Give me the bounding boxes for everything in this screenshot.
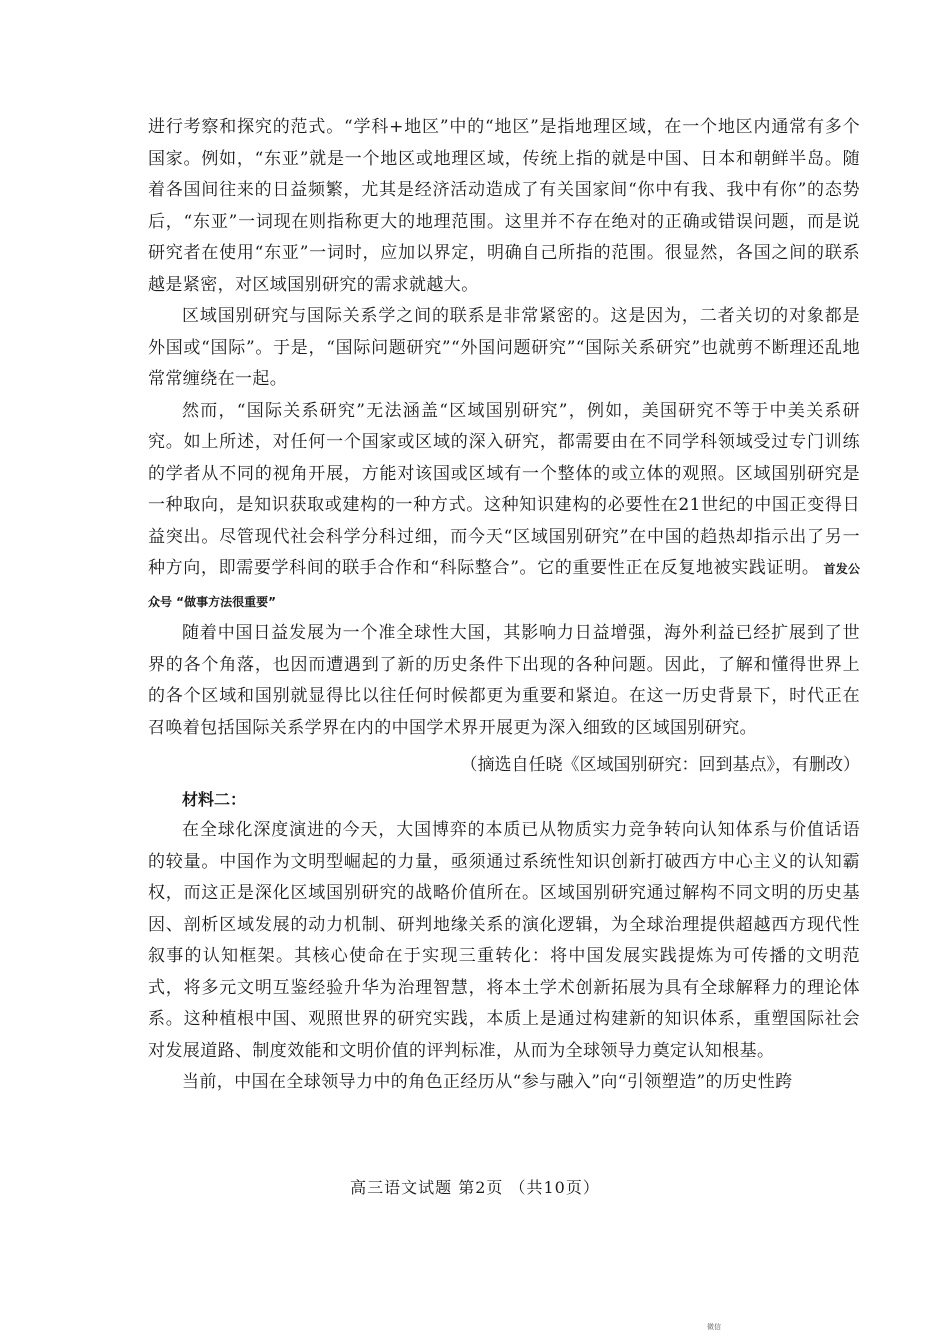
paragraph-1: 进行考察和探究的范式。“学科+地区”中的“地区”是指地理区域，在一个地区内通常有多个国家。例如，“东亚”就是一个地区或地理区域，传统上指的就是中国、日本和朝鲜半岛。随着各国间往来的日益频繁，尤其是经济活动造成了有关国家间“你中有我、我中有你”的态势后，“东亚”一词现在则指称更大的地理范围。这里并不存在绝对的正确或错误问题，而是说研究者在使用“东亚”一词时，应加以界定，明确自己所指的范围。很显然，各国之间的联系越是紧密，对区域国别研究的需求就越大。 bbox=[148, 117, 860, 295]
watermark-note: 首发公众号 “做事方法很重要” bbox=[148, 562, 860, 609]
paragraph-3-text: 然而，“国际关系研究”无法涵盖“区域国别研究”，例如，美国研究不等于中美关系研究。如上所述，对任何一个国家或区域的深入研究，都需要由在不同学科领域受过专门训练的学者从不同的视角开展，方能对该国或区域有一个整体的或立体的观照。区域国别研究是一种取向，是知识获取或建构的一种方式。这种知识建构的必要性在21世纪的中国正变得日益突出。尽管现代社会科学分科过细，而今天“区域国别研究”在中国的趋热却指示出了另一种方向，即需要学科间的联手合作和“科际整合”。它的重要性正在反复地被实践证明。 bbox=[148, 400, 860, 578]
section-label-material-2: 材料二： bbox=[182, 789, 247, 809]
paragraph-6: 当前，中国在全球领导力中的角色正经历从“参与融入”向“引领塑造”的历史性跨 bbox=[182, 1072, 793, 1092]
paragraph-5: 在全球化深度演进的今天，大国博弈的本质已从物质实力竞争转向认知体系与价值话语的较量。中国作为文明型崛起的力量，亟须通过系统性知识创新打破西方中心主义的认知霸权，而这正是深化区域国别研究的战略价值所在。区域国别研究通过解构不同文明的历史基因、剖析区域发展的动力机制、研判地缘关系的演化逻辑，为全球治理提供超越西方现代性叙事的认知框架。其核心使命在于实现三重转化：将中国发展实践提炼为可传播的文明范式，将多元文明互鉴经验升华为治理智慧，将本土学术创新拓展为具有全球解释力的理论体系。这种植根中国、观照世界的研究实践，本质上是通过构建新的知识体系，重塑国际社会对发展道路、制度效能和文明价值的评判标准，从而为全球领导力奠定认知根基。 bbox=[148, 820, 860, 1061]
page-footer: 高三语文试题 第2页 （共10页） bbox=[350, 1178, 600, 1197]
paragraph-4: 随着中国日益发展为一个准全球性大国，其影响力日益增强，海外利益已经扩展到了世界的各个角落，也因而遭遇到了新的历史条件下出现的各种问题。因此，了解和懂得世界上的各个区域和国别就显得比以往任何时候都更为重要和紧迫。在这一历史背景下，时代正在召唤着包括国际关系学界在内的中国学术界开展更为深入细致的区域国别研究。 bbox=[148, 623, 860, 738]
paragraph-2: 区域国别研究与国际关系学之间的联系是非常紧密的。这是因为，二者关切的对象都是外国或“国际”。于是，“国际问题研究”“外国问题研究”“国际关系研究”也就剪不断理还乱地常常缠绕在一起。 bbox=[148, 306, 860, 389]
page-content bbox=[148, 112, 860, 1099]
source-citation: （摘选自任晓《区域国别研究：回到基点》，有删改） bbox=[460, 755, 860, 775]
paragraph-3 bbox=[148, 396, 860, 619]
corner-mark: 微信 bbox=[707, 1323, 721, 1330]
